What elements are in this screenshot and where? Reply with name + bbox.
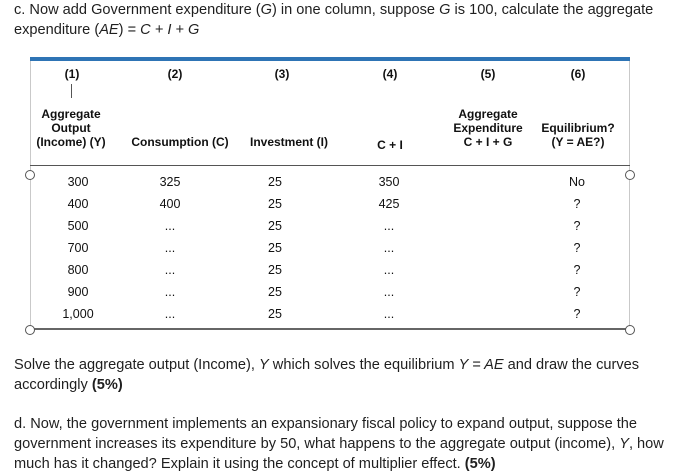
col-number-6: (6) [570, 67, 586, 81]
cell-row3-y: 500 [67, 219, 89, 233]
cell-row4-y: 700 [67, 241, 89, 255]
col-number-5: (5) [480, 67, 496, 81]
cell-row7-eq: ? [573, 307, 581, 321]
cell-row5-c: ... [164, 263, 176, 277]
cell-row7-y: 1,000 [62, 307, 94, 321]
table-top-border [30, 57, 630, 61]
col-number-2: (2) [167, 67, 183, 81]
cell-row3-eq: ? [573, 219, 581, 233]
cell-row7-ci: ... [383, 307, 395, 321]
cell-row1-ci: 350 [378, 175, 400, 189]
table-header-rule [30, 165, 630, 166]
cell-row2-c: 400 [159, 197, 181, 211]
cell-row5-ci: ... [383, 263, 395, 277]
resize-handle-left[interactable] [25, 170, 35, 180]
col4-header: C + I [377, 138, 403, 152]
cell-row2-y: 400 [67, 197, 89, 211]
cell-row4-c: ... [164, 241, 176, 255]
cell-row3-ci: ... [383, 219, 395, 233]
col-number-1: (1) [64, 67, 80, 81]
cell-row1-eq: No [569, 175, 585, 189]
cell-row5-y: 800 [67, 263, 89, 277]
col3-header: Investment (I) [249, 135, 328, 149]
cell-row3-c: ... [164, 219, 176, 233]
cell-row1-i: 25 [268, 175, 282, 189]
cell-row7-i: 25 [268, 307, 282, 321]
resize-handle-bottom-right[interactable] [625, 325, 635, 335]
cell-row6-y: 900 [67, 285, 89, 299]
col6-header: Equilibrium? (Y = AE?) [541, 121, 615, 149]
cell-row7-c: ... [164, 307, 176, 321]
cell-row2-eq: ? [573, 197, 581, 211]
col-number-4: (4) [382, 67, 398, 81]
cell-row1-c: 325 [159, 175, 181, 189]
cell-row4-ci: ... [383, 241, 395, 255]
col2-header: Consumption (C) [131, 135, 229, 149]
col5-header: Aggregate Expenditure C + I + G [453, 107, 523, 149]
cell-row6-ci: ... [383, 285, 395, 299]
cell-row6-c: ... [164, 285, 176, 299]
cell-row1-y: 300 [67, 175, 89, 189]
cell-row3-i: 25 [268, 219, 282, 233]
col1-divider-mark [71, 84, 72, 98]
table-bottom-border [30, 328, 630, 330]
cell-row2-ci: 425 [378, 197, 400, 211]
cell-row5-eq: ? [573, 263, 581, 277]
cell-row6-eq: ? [573, 285, 581, 299]
resize-handle-right[interactable] [625, 170, 635, 180]
resize-handle-bottom-left[interactable] [25, 325, 35, 335]
cell-row5-i: 25 [268, 263, 282, 277]
col-number-3: (3) [274, 67, 290, 81]
solve-instruction: Solve the aggregate output (Income), Y which solves the equilibrium Y = AE and draw the curves accordingly (5%) [14, 357, 640, 393]
question-d-text: d. Now, the government implements an expansionary fiscal policy to expand output, suppose the government increases its expenditure by 50, what happens to the aggregate output (income), Y, how much has it changed? Explain it using the concept of multiplier effect. (5%) [14, 416, 664, 472]
cell-row4-eq: ? [573, 241, 581, 255]
cell-row4-i: 25 [268, 241, 282, 255]
question-c-text: c. Now add Government expenditure (G) in one column, suppose G is 100, calculate the aggregate expenditure (AE) = C + I + G [14, 2, 654, 38]
col1-header: Aggregate Output (Income) (Y) [36, 107, 106, 149]
cell-row6-i: 25 [268, 285, 282, 299]
cell-row2-i: 25 [268, 197, 282, 211]
